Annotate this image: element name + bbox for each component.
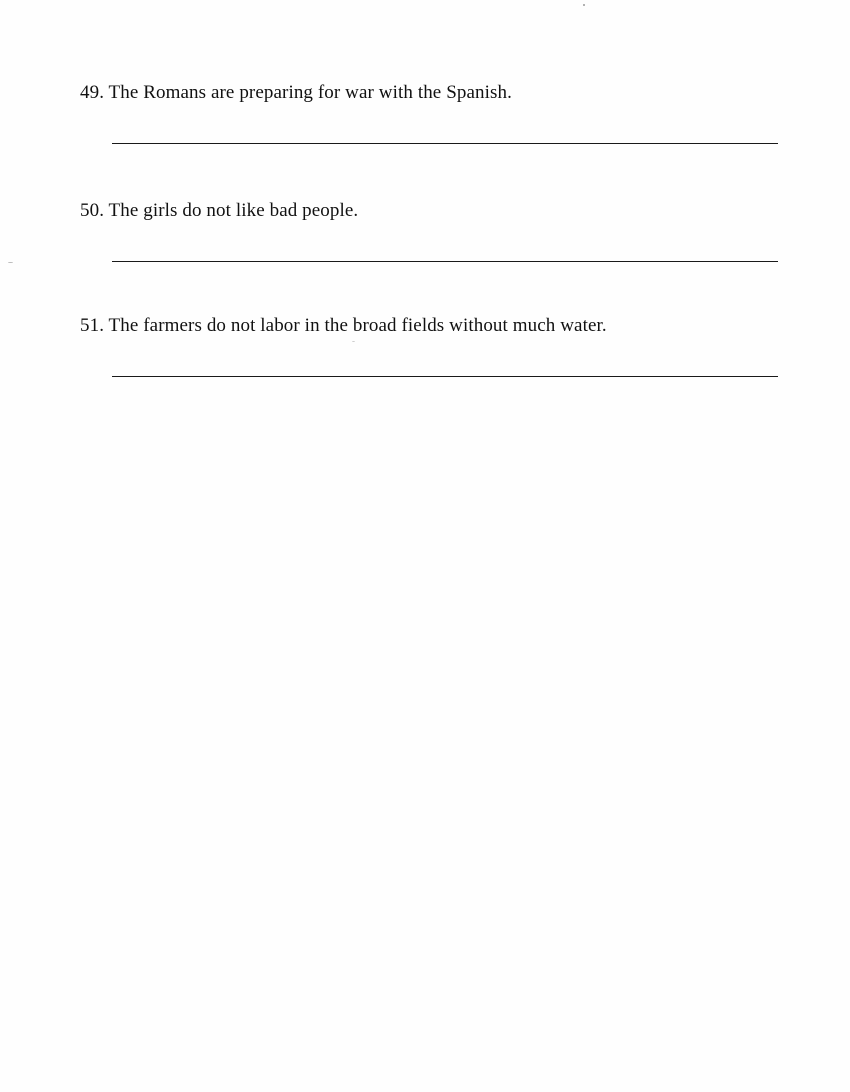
question-text: 51. The farmers do not labor in the broad fields without much water. [80,315,607,336]
answer-line [112,143,778,144]
question-50 [80,199,780,223]
scan-speck [8,262,13,263]
question-49 [80,81,780,105]
question-text: 50. The girls do not like bad people. [80,200,359,221]
question-text: 49. The Romans are preparing for war with the Spanish. [80,82,512,103]
scan-speck [583,4,585,6]
scan-speck [352,341,355,342]
answer-line [112,376,778,377]
question-51 [80,314,780,338]
answer-line [112,261,778,262]
